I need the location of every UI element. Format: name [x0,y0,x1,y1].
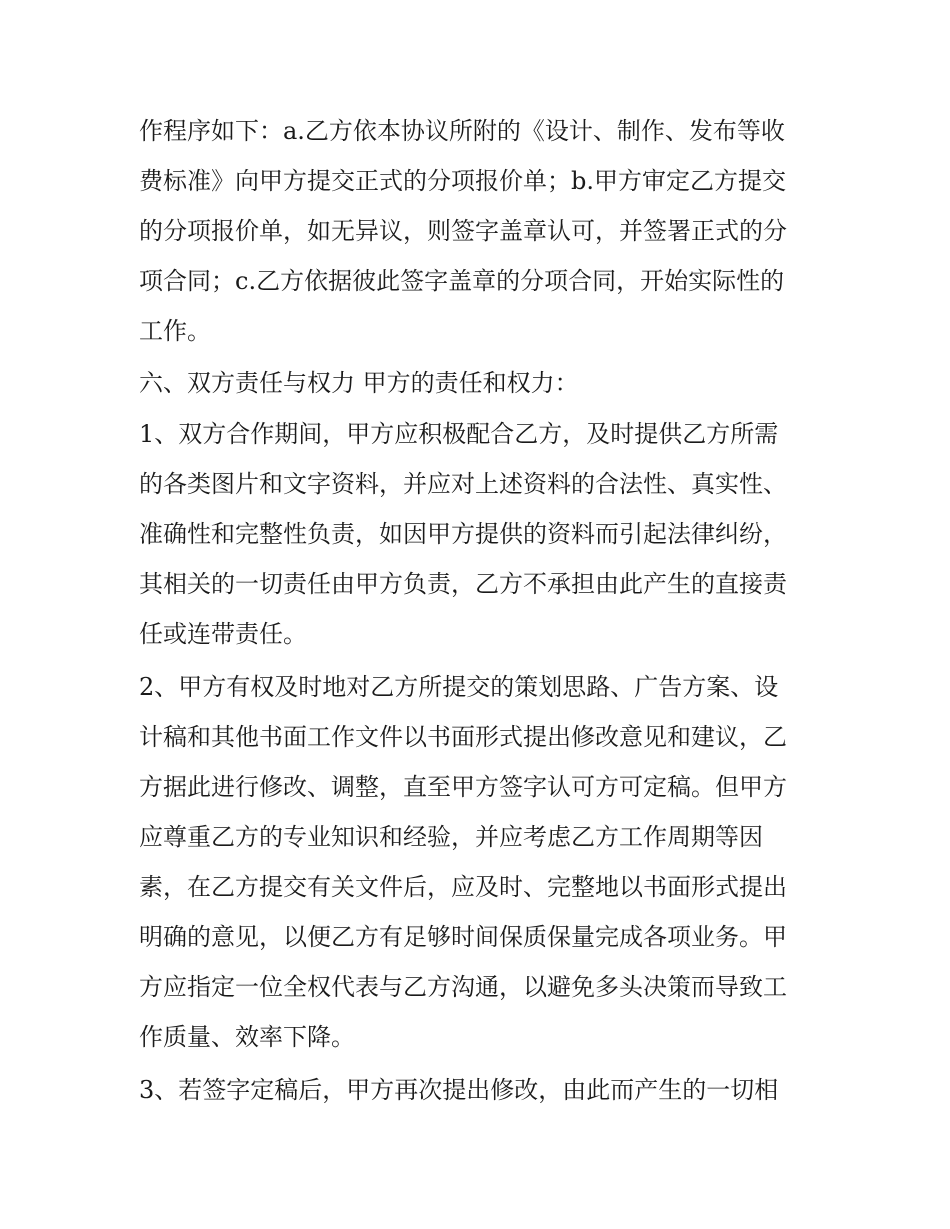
section-heading: 六、双方责任与权力 甲方的责任和权力： [139,369,579,397]
text-line: 方应指定一位全权代表与乙方沟通，以避免多头决策而导致工 [139,973,787,1001]
text-line: 项合同；c.乙方依据彼此签字盖章的分项合同，开始实际性的 [139,267,785,295]
text-line: 方据此进行修改、调整，直至甲方签字认可方可定稿。但甲方 [139,773,787,801]
text-line: 工作。 [139,317,211,345]
text-line: 费标准》向甲方提交正式的分项报价单；b.甲方审定乙方提交 [139,167,786,195]
text-line: 其相关的一切责任由甲方负责，乙方不承担由此产生的直接责 [139,570,787,598]
text-line: 应尊重乙方的专业知识和经验，并应考虑乙方工作周期等因 [139,823,763,851]
text-line: 1、双方合作期间，甲方应积极配合乙方，及时提供乙方所需 [139,420,779,448]
text-line: 计稿和其他书面工作文件以书面形式提出修改意见和建议，乙 [139,723,787,751]
text-line: 的分项报价单，如无异议，则签字盖章认可，并签署正式的分 [139,217,787,245]
text-line: 3、若签字定稿后，甲方再次提出修改，由此而产生的一切相 [139,1076,779,1104]
text-line: 的各类图片和文字资料，并应对上述资料的合法性、真实性、 [139,470,787,498]
text-line: 2、甲方有权及时地对乙方所提交的策划思路、广告方案、设 [139,673,779,701]
text-line: 任或连带责任。 [139,620,307,648]
text-line: 作程序如下：a.乙方依本协议所附的《设计、制作、发布等收 [139,117,785,145]
text-line: 作质量、效率下降。 [139,1023,355,1051]
text-line: 准确性和完整性负责，如因甲方提供的资料而引起法律纠纷， [139,520,787,548]
text-line: 明确的意见，以便乙方有足够时间保质保量完成各项业务。甲 [139,923,787,951]
text-line: 素，在乙方提交有关文件后，应及时、完整地以书面形式提出 [139,873,787,901]
